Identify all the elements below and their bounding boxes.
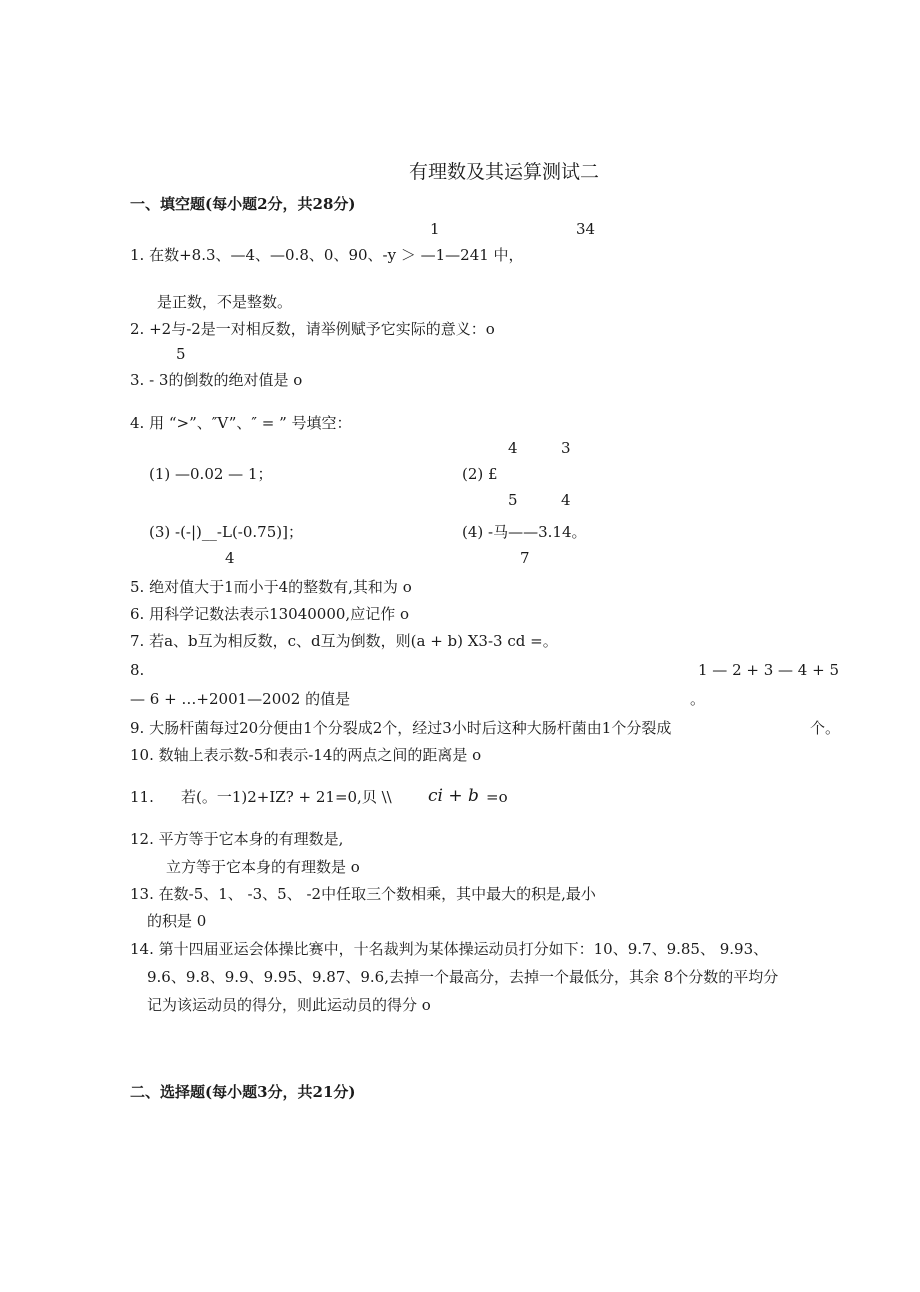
q4-subscript-3: 4 xyxy=(225,549,235,567)
question-14: 14. 第十四届亚运会体操比赛中，十名裁判为某体操运动员打分如下：10、9.7、9.85、 9.93、 xyxy=(130,940,769,958)
question-13: 13. 在数-5、1、 -3、5、 -2中任取三个数相乘，其中最大的积是,最小 xyxy=(130,885,596,903)
q4-numerator-b: 3 xyxy=(561,439,571,457)
page-title: 有理数及其运算测试二 xyxy=(409,161,600,183)
question-14-line-3: 记为该运动员的得分，则此运动员的得分 o xyxy=(147,996,431,1014)
question-12-continued: 立方等于它本身的有理数是 o xyxy=(166,858,360,876)
question-8-end: 。 xyxy=(690,690,706,708)
question-11-number: 11. xyxy=(130,788,154,806)
q4-denominator-b: 4 xyxy=(561,491,571,509)
question-11-tail: =o xyxy=(486,788,508,806)
q2-superscript: 5 xyxy=(176,345,186,363)
question-8-continued: — 6 + …+2001—2002 的值是 xyxy=(130,690,351,708)
question-2: 2. +2与-2是一对相反数，请举例赋予它实际的意义：o xyxy=(130,320,495,338)
question-8-number: 8. xyxy=(130,661,145,679)
question-14-line-2: 9.6、9.8、9.9、9.95、9.87、9.6,去掉一个最高分，去掉一个最低分，其余 8个分数的平均分 xyxy=(147,968,779,986)
question-9: 9. 大肠杆菌每过20分便由1个分裂成2个，经过3小时后这种大肠杆菌由1个分裂成 xyxy=(130,719,672,737)
question-10: 10. 数轴上表示数-5和表示-14的两点之间的距离是 o xyxy=(130,746,482,764)
section-header-fill-in: 一、填空题(每小题2分，共28分) xyxy=(130,195,356,213)
question-13-continued: 的积是 0 xyxy=(147,912,207,930)
question-7: 7. 若a、b互为相反数，c、d互为倒数，则(a + b) X3-3 cd =。 xyxy=(130,632,558,650)
question-4: 4. 用 “>”、″V”、″ = ” 号填空： xyxy=(130,414,352,432)
question-3: 3. - 3的倒数的绝对值是 o xyxy=(130,371,303,389)
question-11: 若(。一1)2+IZ? + 21=0,贝 \\ xyxy=(181,788,392,806)
q4-item-4: (4) -马——3.14。 xyxy=(462,523,587,541)
q1-superscript-2: 34 xyxy=(576,220,596,238)
question-5: 5. 绝对值大于1而小于4的整数有,其和为 o xyxy=(130,578,412,596)
q4-numerator-a: 4 xyxy=(508,439,518,457)
question-8-expression: 1 — 2 + 3 — 4 + 5 xyxy=(698,661,839,679)
q4-item-1: (1) —0.02 — 1； xyxy=(149,465,273,483)
q1-superscript-1: 1 xyxy=(430,220,440,238)
question-12: 12. 平方等于它本身的有理数是, xyxy=(130,830,344,848)
q4-subscript-4: 7 xyxy=(520,549,530,567)
question-9-end: 个。 xyxy=(810,719,841,737)
question-1-continued: 是正数，不是整数。 xyxy=(157,293,293,311)
q4-item-3: (3) -(-|)__-L(-0.75)]； xyxy=(149,523,303,541)
question-11-formula: ci + b xyxy=(428,786,479,806)
q4-denominator-a: 5 xyxy=(508,491,518,509)
question-1: 1. 在数+8.3、—4、—0.8、0、90、-y ＞ —1—241 中， xyxy=(130,246,524,264)
section-header-multiple-choice: 二、选择题(每小题3分，共21分) xyxy=(130,1083,356,1101)
q4-item-2: (2) £ xyxy=(462,465,498,483)
question-6: 6. 用科学记数法表示13040000,应记作 o xyxy=(130,605,409,623)
